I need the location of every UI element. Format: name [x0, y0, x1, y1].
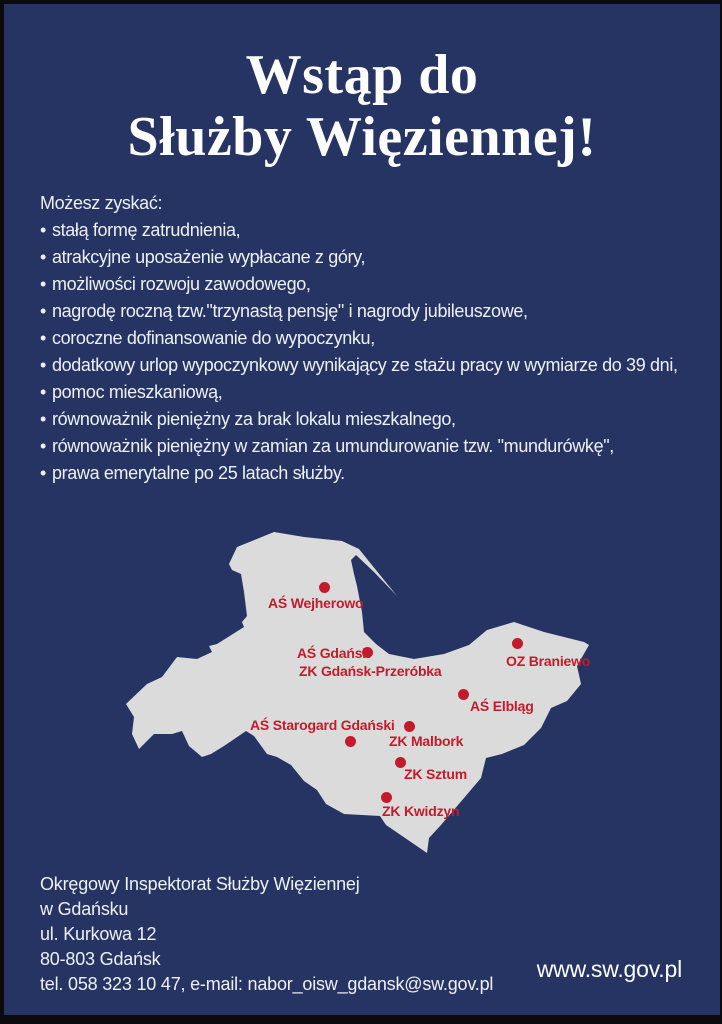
region-map-shape [126, 532, 589, 853]
bullet-marker: • [40, 436, 46, 456]
map-location-label: ZK Kwidzyn [382, 803, 460, 819]
bullet-marker: • [40, 220, 46, 240]
bullet-marker: • [40, 382, 46, 402]
bullet-marker: • [40, 328, 46, 348]
benefit-item [40, 379, 720, 406]
bullet-marker: • [40, 301, 46, 321]
benefit-item [40, 271, 720, 298]
bullet-marker: • [40, 409, 46, 429]
map-location-dot [458, 689, 469, 700]
page-title-line1: Wstąp do [245, 44, 479, 106]
page-title [4, 44, 720, 168]
benefits-intro: Możesz zyskać: [40, 193, 163, 213]
benefits-section [40, 190, 720, 487]
benefit-item [40, 244, 720, 271]
contact-line: w Gdańsku [40, 899, 129, 919]
contact-line: Okręgowy Inspektorat Służby Więziennej [40, 874, 360, 894]
map-location-label: AŚ Gdańsk [297, 645, 370, 661]
website-url: www.sw.gov.pl [536, 956, 682, 982]
map-location-label: AŚ Wejherowo [268, 595, 364, 611]
contact-line: ul. Kurkowa 12 [40, 924, 157, 944]
benefit-item [40, 352, 720, 379]
benefit-text: możliwości rozwoju zawodowego, [51, 274, 311, 294]
map-location-dot [404, 721, 415, 732]
benefit-text: coroczne dofinansowanie do wypoczynku, [51, 328, 375, 348]
region-map-graphic [114, 519, 614, 879]
benefit-text: stałą formę zatrudnienia, [51, 220, 241, 240]
benefit-text: równoważnik pieniężny w zamian za umundurowanie tzw. "mundurówkę", [51, 436, 614, 456]
benefit-item [40, 433, 720, 460]
map-location-label: ZK Sztum [404, 766, 467, 782]
contact-line: 80-803 Gdańsk [40, 949, 161, 969]
map-location-dot [512, 638, 523, 649]
map-location-label: OZ Braniewo [506, 653, 591, 669]
benefit-item [40, 406, 720, 433]
benefit-item [40, 325, 720, 352]
benefit-text: równoważnik pieniężny za brak lokalu mieszkalnego, [51, 409, 456, 429]
benefit-item [40, 298, 720, 325]
benefit-item [40, 460, 720, 487]
bullet-marker: • [40, 247, 46, 267]
contact-block [40, 872, 493, 997]
map-location-dot [381, 792, 392, 803]
benefit-text: prawa emerytalne po 25 latach służby. [51, 463, 345, 483]
map-location-label: ZK Malbork [389, 733, 464, 749]
bullet-marker: • [40, 355, 46, 375]
benefits-list [40, 217, 720, 487]
map-location-label: ZK Gdańsk-Przeróbka [299, 663, 442, 679]
contact-line: tel. 058 323 10 47, e-mail: nabor_oisw_gdansk@sw.gov.pl [40, 974, 494, 994]
map-location-label: AŚ Starogard Gdański [250, 717, 395, 733]
map-location-dot [319, 582, 330, 593]
map-location-dot [345, 736, 356, 747]
map-location-label: AŚ Elbląg [470, 698, 534, 714]
bullet-marker: • [40, 274, 46, 294]
page-title-line2: Służby Więziennej! [127, 106, 597, 168]
benefit-text: dodatkowy urlop wypoczynkowy wynikający ze stażu pracy w wymiarze do 39 dni, [51, 355, 678, 375]
benefit-text: nagrodę roczną tzw."trzynastą pensję" i nagrody jubileuszowe, [51, 301, 528, 321]
region-map [114, 519, 614, 879]
benefit-text: pomoc mieszkaniową, [51, 382, 223, 402]
bullet-marker: • [40, 463, 46, 483]
benefit-item [40, 217, 720, 244]
benefit-text: atrakcyjne uposażenie wypłacane z góry, [51, 247, 366, 267]
